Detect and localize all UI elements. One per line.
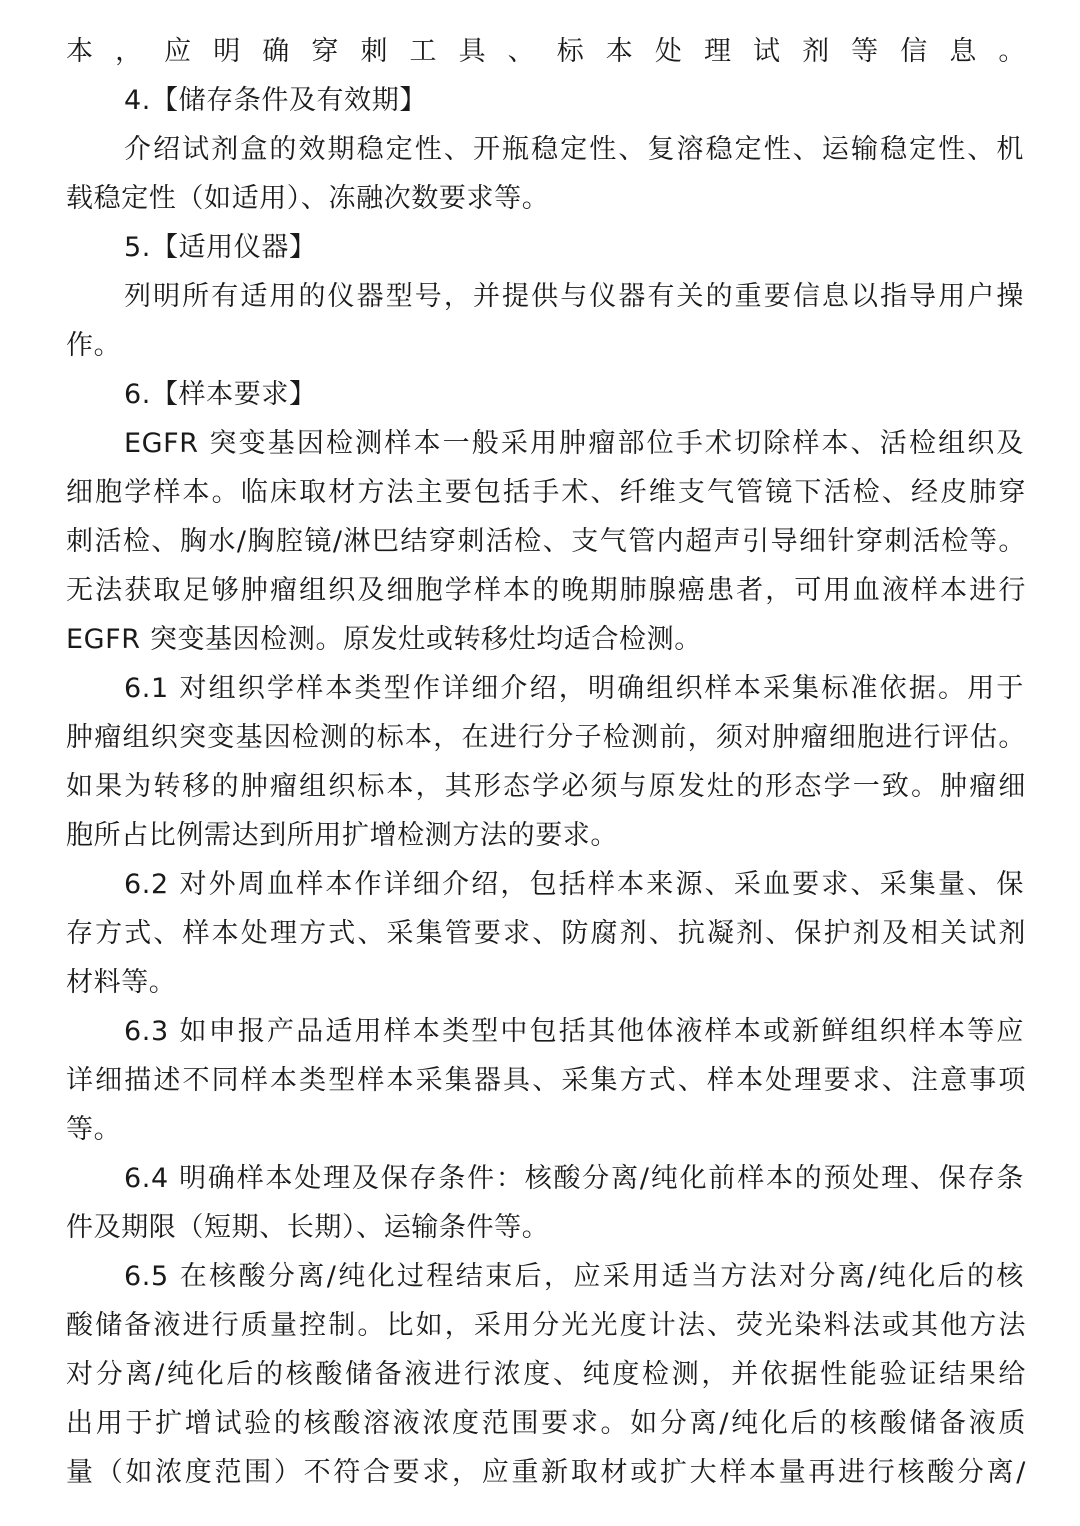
text-line: 无法获取足够肿瘤组织及细胞学样本的晚期肺腺癌患者，可用血液样本进行 xyxy=(66,575,1026,606)
section-heading-sample-requirements: 6.【样本要求】 xyxy=(124,379,317,410)
text-line: 肿瘤组织突变基因检测的标本，在进行分子检测前，须对肿瘤细胞进行评估。 xyxy=(66,722,1026,753)
text-line: 如果为转移的肿瘤组织标本，其形态学必须与原发灶的形态学一致。肿瘤细 xyxy=(66,771,1026,802)
text-line: 载稳定性（如适用）、冻融次数要求等。 xyxy=(66,183,550,214)
text-line: 6.3 如申报产品适用样本类型中包括其他体液样本或新鲜组织样本等应 xyxy=(124,1016,1024,1047)
text-line: 胞所占比例需达到所用扩增检测方法的要求。 xyxy=(66,820,618,851)
text-line: 件及期限（短期、长期）、运输条件等。 xyxy=(66,1212,550,1243)
text-line: 出用于扩增试验的核酸溶液浓度范围要求。如分离/纯化后的核酸储备液质 xyxy=(66,1408,1026,1439)
text-line: 6.2 对外周血样本作详细介绍，包括样本来源、采血要求、采集量、保 xyxy=(124,869,1024,900)
text-line: 对分离/纯化后的核酸储备液进行浓度、纯度检测，并依据性能验证结果给 xyxy=(66,1359,1026,1390)
text-line: 酸储备液进行质量控制。比如，采用分光光度计法、荧光染料法或其他方法 xyxy=(66,1310,1026,1341)
text-line: 刺活检、胸水/胸腔镜/淋巴结穿刺活检、支气管内超声引导细针穿刺活检等。 xyxy=(66,526,1026,557)
text-line: 6.4 明确样本处理及保存条件：核酸分离/纯化前样本的预处理、保存条 xyxy=(124,1163,1024,1194)
text-line: 本，应明确穿刺工具、标本处理试剂等信息。 xyxy=(66,36,1026,67)
text-line: 作。 xyxy=(66,330,122,361)
text-line: 等。 xyxy=(66,1114,122,1145)
text-line: 6.1 对组织学样本类型作详细介绍，明确组织样本采集标准依据。用于 xyxy=(124,673,1024,704)
text-line: 材料等。 xyxy=(66,967,177,998)
text-line: EGFR 突变基因检测样本一般采用肿瘤部位手术切除样本、活检组织及 xyxy=(124,428,1024,459)
text-line: 量（如浓度范围）不符合要求，应重新取材或扩大样本量再进行核酸分离/ xyxy=(66,1457,1026,1488)
text-line: 列明所有适用的仪器型号，并提供与仪器有关的重要信息以指导用户操 xyxy=(124,281,1024,312)
text-line: 6.5 在核酸分离/纯化过程结束后，应采用适当方法对分离/纯化后的核 xyxy=(124,1261,1024,1292)
section-heading-storage: 4.【储存条件及有效期】 xyxy=(124,85,427,116)
text-line: 详细描述不同样本类型样本采集器具、采集方式、样本处理要求、注意事项 xyxy=(66,1065,1026,1096)
section-heading-instruments: 5.【适用仪器】 xyxy=(124,232,317,263)
text-line: 介绍试剂盒的效期稳定性、开瓶稳定性、复溶稳定性、运输稳定性、机 xyxy=(124,134,1024,165)
text-line: EGFR 突变基因检测。原发灶或转移灶均适合检测。 xyxy=(66,624,702,655)
text-line: 细胞学样本。临床取材方法主要包括手术、纤维支气管镜下活检、经皮肺穿 xyxy=(66,477,1026,508)
text-line: 存方式、样本处理方式、采集管要求、防腐剂、抗凝剂、保护剂及相关试剂 xyxy=(66,918,1026,949)
